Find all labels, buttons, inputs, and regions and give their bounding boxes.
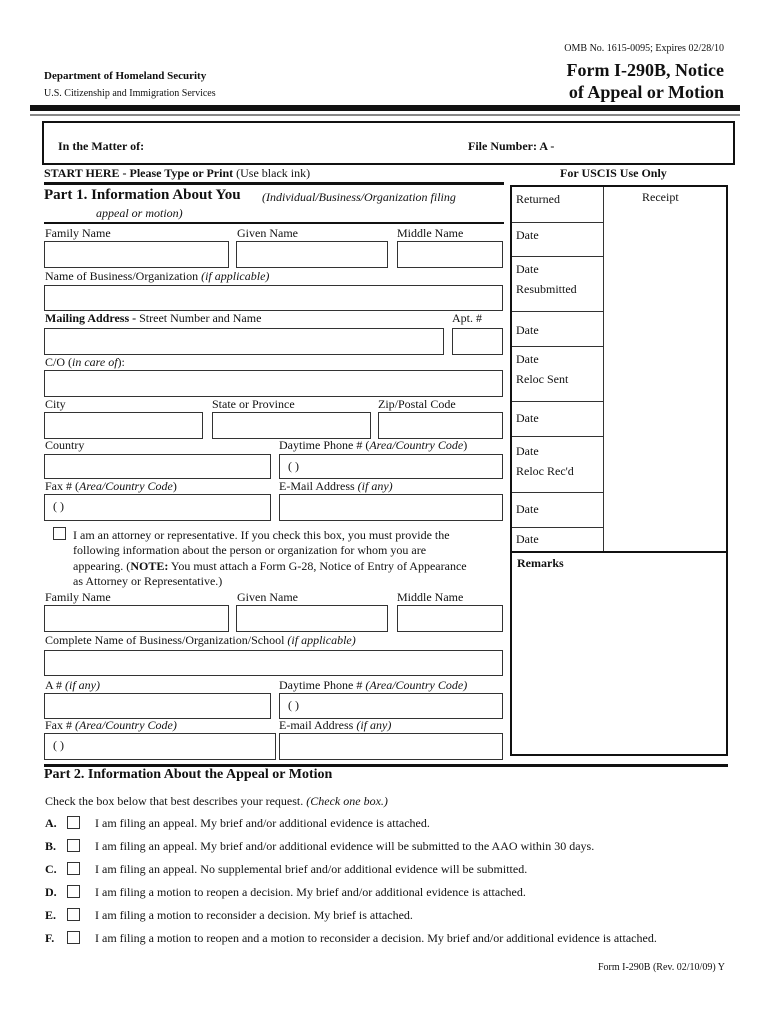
- city-label: City: [45, 397, 66, 411]
- rep-fax-input[interactable]: [44, 733, 276, 760]
- remarks-label: Remarks: [517, 556, 564, 570]
- option-letter: D.: [45, 885, 57, 899]
- rep-phone-paren: ( ): [288, 698, 299, 712]
- file-number-label: File Number: A -: [468, 139, 555, 153]
- complete-text: Complete Name of Business/Organization/School: [45, 633, 288, 647]
- date-cell-7: [512, 493, 604, 528]
- start-here-bold: START HERE - Please Type or Print: [44, 166, 234, 180]
- part1-subtitle-2: appeal or motion): [96, 206, 183, 220]
- mailing-label-text: Street Number and Name: [139, 311, 262, 325]
- fax-paren: ( ): [53, 499, 64, 513]
- mailing-label-bold: Mailing Address -: [45, 311, 140, 325]
- state-label: State or Province: [212, 397, 295, 411]
- apt-input[interactable]: [452, 328, 503, 355]
- a-number-label: [45, 678, 100, 693]
- attorney-checkbox[interactable]: [53, 527, 66, 540]
- resubmitted-cell: [512, 257, 604, 312]
- rep-family-input[interactable]: [44, 605, 229, 632]
- email-input[interactable]: [279, 494, 503, 521]
- agency: U.S. Citizenship and Immigration Services: [44, 88, 216, 99]
- reloc-sent-label: Reloc Sent: [516, 372, 569, 386]
- omb-number: OMB No. 1615-0095; Expires 02/28/10: [564, 43, 724, 54]
- resubmitted-label: Resubmitted: [516, 282, 577, 296]
- date-cell-5: [512, 402, 604, 437]
- form-title-2: of Appeal or Motion: [568, 82, 724, 102]
- option-text: I am filing an appeal. My brief and/or additional evidence will be submitted to the AAO within 30 days.: [95, 839, 595, 853]
- business-label: [45, 269, 269, 284]
- given-name-input[interactable]: [236, 241, 388, 268]
- option-checkbox[interactable]: [67, 908, 80, 921]
- fax-label: [45, 479, 177, 494]
- phone-italic: Area/Country Code: [369, 438, 464, 452]
- option-checkbox[interactable]: [67, 931, 80, 944]
- reloc-recd-cell: [512, 437, 604, 493]
- date-label: Date: [516, 532, 539, 546]
- anum-italic: (if any): [65, 678, 101, 692]
- option-checkbox[interactable]: [67, 839, 80, 852]
- rep-given-label: Given Name: [237, 590, 298, 604]
- matter-label: In the Matter of:: [58, 139, 145, 153]
- co-italic: in care of: [72, 355, 118, 369]
- fax2-text: Fax #: [45, 718, 75, 732]
- part1-subtitle: (Individual/Business/Organization filing: [262, 190, 456, 204]
- phone-paren: ( ): [288, 459, 299, 473]
- rep-fax-paren: ( ): [53, 738, 64, 752]
- rep-middle-label: Middle Name: [397, 590, 464, 604]
- returned-label: Returned: [516, 192, 560, 206]
- part1-rule-bottom: [44, 222, 504, 224]
- option-text: I am filing a motion to reopen a decision. My brief and/or additional evidence is attached.: [95, 885, 526, 899]
- date-label: Date: [516, 352, 539, 366]
- option-text: I am filing an appeal. No supplemental brief and/or additional evidence will be submitted.: [95, 862, 528, 876]
- option-letter: F.: [45, 931, 55, 945]
- business-input[interactable]: [44, 285, 503, 311]
- reloc-recd-label: Reloc Rec'd: [516, 464, 574, 478]
- fax2-italic: (Area/Country Code): [75, 718, 177, 732]
- rep-family-label: Family Name: [45, 590, 111, 604]
- part2-instructions: [45, 794, 388, 809]
- phone-end: ): [463, 438, 468, 452]
- business-label-note: (if applicable): [201, 269, 270, 283]
- fax-end: ): [172, 479, 177, 493]
- rep-given-input[interactable]: [236, 605, 388, 632]
- instr-italic: (Check one box.): [306, 794, 388, 808]
- family-name-input[interactable]: [44, 241, 229, 268]
- option-checkbox[interactable]: [67, 816, 80, 829]
- a-number-input[interactable]: [44, 693, 271, 719]
- instr-text: Check the box below that best describes your request.: [45, 794, 307, 808]
- email-italic: (if any): [357, 479, 393, 493]
- email-label: [279, 479, 393, 494]
- date-label: Date: [516, 228, 539, 242]
- email-text: E-Mail Address: [279, 479, 358, 493]
- phone-text: Daytime Phone # (: [279, 438, 370, 452]
- given-name-label: Given Name: [237, 226, 298, 240]
- option-text: I am filing an appeal. My brief and/or additional evidence is attached.: [95, 816, 430, 830]
- city-input[interactable]: [44, 412, 203, 439]
- complete-italic: (if applicable): [287, 633, 356, 647]
- fax-italic: Area/Country Code: [79, 479, 173, 493]
- fax-text: Fax # (: [45, 479, 79, 493]
- form-footer: Form I-290B (Rev. 02/10/09) Y: [597, 962, 725, 973]
- option-letter: B.: [45, 839, 57, 853]
- option-letter: A.: [45, 816, 57, 830]
- country-label: Country: [45, 438, 85, 452]
- rep-phone-input[interactable]: [279, 693, 503, 719]
- option-checkbox[interactable]: [67, 862, 80, 875]
- option-letter: C.: [45, 862, 57, 876]
- attorney-note-bold: NOTE:: [130, 559, 169, 573]
- family-name-label: Family Name: [45, 226, 111, 240]
- date-label: Date: [516, 444, 539, 458]
- care-of-input[interactable]: [44, 370, 503, 397]
- header-rule: [30, 114, 740, 116]
- co-end: ):: [117, 355, 125, 369]
- attorney-text-4: as Attorney or Representative.): [73, 574, 223, 588]
- option-checkbox[interactable]: [67, 885, 80, 898]
- uscis-use-box: [510, 185, 728, 756]
- date-cell-8: [512, 528, 726, 553]
- fax-input[interactable]: [44, 494, 271, 521]
- rep-middle-input[interactable]: [397, 605, 503, 632]
- date-label: Date: [516, 262, 539, 276]
- country-input[interactable]: [44, 454, 271, 479]
- header-bar: [30, 105, 740, 111]
- attorney-3a: appearing. (: [73, 559, 131, 573]
- start-here-note: (Use black ink): [233, 166, 311, 180]
- attorney-text-2: following information about the person or organization for whom you are: [73, 543, 427, 557]
- anum-text: A #: [45, 678, 66, 692]
- apt-label: Apt. #: [452, 311, 482, 325]
- returned-cell: [512, 187, 604, 223]
- rep-fax-label: [45, 718, 177, 733]
- phone2-italic: (Area/Country Code): [365, 678, 468, 692]
- department: Department of Homeland Security: [44, 70, 207, 82]
- email2-text: E-mail Address: [279, 718, 357, 732]
- matter-box: [42, 121, 735, 165]
- email2-italic: (if any): [356, 718, 392, 732]
- co-label: [45, 355, 125, 370]
- rep-email-label: [279, 718, 391, 733]
- date-label: Date: [516, 323, 539, 337]
- phone2-text: Daytime Phone #: [279, 678, 366, 692]
- attorney-3c: You must attach a Form G-28, Notice of Entry of Appearance: [168, 559, 467, 573]
- attorney-text-1: I am an attorney or representative. If you check this box, you must provide the: [73, 528, 450, 542]
- part1-title: Part 1. Information About You: [44, 187, 241, 203]
- start-here: [44, 166, 310, 181]
- zip-label: Zip/Postal Code: [378, 397, 456, 411]
- date-label: Date: [516, 502, 539, 516]
- option-text: I am filing a motion to reconsider a decision. My brief is attached.: [95, 908, 413, 922]
- form-title-1: Form I-290B, Notice: [566, 60, 724, 80]
- complete-name-input[interactable]: [44, 650, 503, 676]
- complete-name-label: [45, 633, 356, 648]
- attorney-text-3: [73, 559, 467, 574]
- option-letter: E.: [45, 908, 57, 922]
- rep-email-input[interactable]: [279, 733, 503, 760]
- mailing-label: [45, 311, 261, 326]
- part1-rule-top: [44, 182, 504, 185]
- date-label: Date: [516, 411, 539, 425]
- zip-input[interactable]: [378, 412, 503, 439]
- business-label-text: Name of Business/Organization: [45, 269, 202, 283]
- street-input[interactable]: [44, 328, 444, 355]
- state-input[interactable]: [212, 412, 371, 439]
- option-text: I am filing a motion to reopen and a motion to reconsider a decision. My brief and/or additional evidence is attached.: [95, 931, 657, 945]
- receipt-label: Receipt: [642, 190, 679, 204]
- phone-label: [279, 438, 467, 453]
- phone-input[interactable]: [279, 454, 503, 479]
- part2-title: Part 2. Information About the Appeal or Motion: [44, 767, 333, 782]
- middle-name-input[interactable]: [397, 241, 503, 268]
- co-text: C/O (: [45, 355, 72, 369]
- reloc-sent-cell: [512, 347, 604, 402]
- date-cell-3: [512, 312, 604, 347]
- middle-name-label: Middle Name: [397, 226, 464, 240]
- date-cell-1: [512, 223, 604, 257]
- uscis-only-label: For USCIS Use Only: [560, 166, 667, 180]
- rep-phone-label: [279, 678, 467, 693]
